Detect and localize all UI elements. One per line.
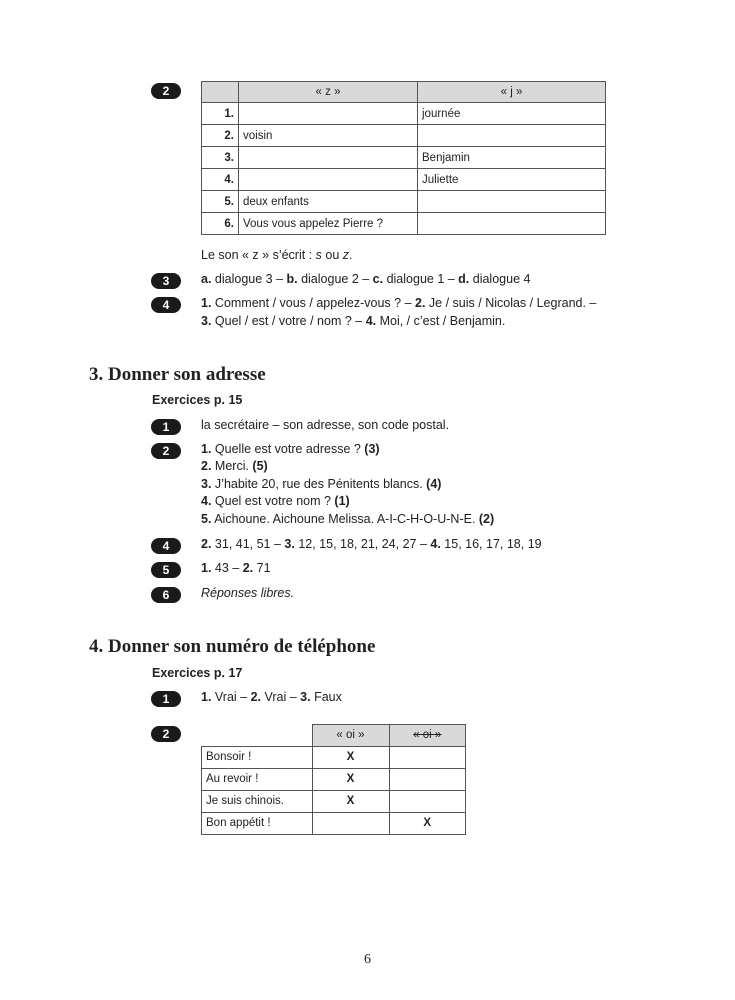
item-number: 4. [430,537,441,551]
exercise-badge-2: 2 [151,726,181,742]
item-text: Merci. [211,459,253,473]
cell-z: deux enfants [239,191,418,213]
item-text: Comment / vous / appelez-vous ? – [211,296,416,310]
item-number: 2. [201,537,212,551]
item-text: Réponses libres. [201,586,295,600]
cell-j: Juliette [418,169,606,191]
item-number: 2. [242,561,254,575]
exercise-badge-6: 6 [151,587,181,603]
item-text: 31, 41, 51 – [211,537,285,551]
item-number: 4. [201,494,212,508]
item-number: 2. [201,459,212,473]
cell-not-oi [389,768,466,790]
cell-z: Vous vous appelez Pierre ? [239,213,418,235]
cell-z [239,169,418,191]
item-number: 1. [201,442,212,456]
table-row [202,147,606,169]
table-row [202,191,606,213]
item-text: Vrai – [261,690,301,704]
item-number: 4. [365,314,377,328]
item-number: 1. [201,296,212,310]
item-number: 3. [300,690,311,704]
item-text: Quelle est votre adresse ? [211,442,365,456]
table-row [202,746,466,768]
item-text: 43 – [211,561,243,575]
table-row [202,768,466,790]
item-text: Quel / est / votre / nom ? – [211,314,366,328]
item-number: 5. [201,512,212,526]
cell-oi: X [312,768,389,790]
table-header-oi: « oi » [312,725,389,747]
row-number: 5. [202,191,239,213]
item-letter: a. [201,272,212,286]
item-text: Quel est votre nom ? [211,494,335,508]
item-text: dialogue 3 – [211,272,287,286]
cell-j [418,213,606,235]
dialogue-matching-answer [201,271,530,288]
cell-z [239,103,418,125]
table-header-j: « j » [418,82,606,103]
z-spelling-note [201,247,352,264]
table-header-z: « z » [239,82,418,103]
item-text: 12, 15, 18, 21, 24, 27 – [294,537,431,551]
exercise-badge-2: 2 [151,443,181,459]
section-3-ex4-answer [201,536,542,553]
cell-oi: X [312,790,389,812]
cell-j: journée [418,103,606,125]
cell-not-oi [389,790,466,812]
exercise-badge-3: 3 [151,273,181,289]
row-number: 4. [202,169,239,191]
item-text: Vrai – [211,690,251,704]
word-order-answer-line-2 [201,313,505,330]
item-number: 2. [250,690,262,704]
row-number: 6. [202,213,239,235]
section-3-exercises-heading: Exercices p. 15 [152,393,243,407]
note-end: . [349,248,353,262]
item-text: dialogue 4 [469,272,531,286]
section-3-ex1-answer: la secrétaire – son adresse, son code postal. [201,418,450,432]
item-answer: (3) [364,442,380,456]
item-answer: (4) [426,477,442,491]
list-item [201,493,350,510]
table-row [202,125,606,147]
item-text: dialogue 1 – [383,272,459,286]
row-label: Au revoir ! [202,768,313,790]
item-answer: (1) [334,494,350,508]
item-text: J’habite 20, rue des Pénitents blancs. [211,477,427,491]
row-label: Bonsoir ! [202,746,313,768]
table-row [202,812,466,834]
cell-z [239,147,418,169]
item-number: 3. [201,477,212,491]
row-number: 1. [202,103,239,125]
list-item [201,458,268,475]
table-row [202,790,466,812]
item-letter: c. [372,272,384,286]
note-s: s [315,248,322,262]
item-text: dialogue 2 – [297,272,373,286]
item-text: Je / suis / Nicolas / Legrand. – [425,296,597,310]
table-header-blank [202,82,239,103]
exercise-badge-1: 1 [151,419,181,435]
item-answer: (2) [478,512,495,526]
section-3-ex6-answer [201,585,294,602]
word-order-answer-line-1 [201,295,596,312]
page-number: 6 [364,952,371,967]
list-item [201,476,441,493]
item-letter: b. [286,272,298,286]
item-number: 3. [201,314,212,328]
note-prefix: Le son « z » s’écrit : [201,248,316,262]
item-text: Moi, / c’est / Benjamin. [376,314,506,328]
table-row [202,169,606,191]
z-j-sound-table [201,81,606,235]
section-3-ex5-answer [201,560,271,577]
note-z: z [342,248,349,262]
table-row [202,213,606,235]
item-letter: d. [458,272,470,286]
note-ou: ou [321,248,343,262]
item-text: Aichoune. Aichoune Melissa. A-I-C-H-O-U-N-E. [211,512,479,526]
table-header-blank [202,725,313,747]
exercise-badge-5: 5 [151,562,181,578]
table-header-not-oi: « oi » [389,725,466,747]
cell-oi [312,812,389,834]
exercise-badge-4: 4 [151,297,181,313]
section-3-title: 3. Donner son adresse [89,364,266,385]
cell-not-oi: X [389,812,466,834]
item-answer: (5) [252,459,268,473]
item-number: 2. [415,296,426,310]
exercise-badge-1: 1 [151,691,181,707]
item-text: Faux [310,690,342,704]
item-number: 3. [284,537,295,551]
list-item [201,511,494,528]
table-row [202,103,606,125]
cell-j: Benjamin [418,147,606,169]
exercise-badge-4: 4 [151,538,181,554]
item-number: 1. [201,690,212,704]
cell-j [418,191,606,213]
row-number: 3. [202,147,239,169]
item-number: 1. [201,561,212,575]
list-item [201,441,380,458]
cell-j [418,125,606,147]
row-number: 2. [202,125,239,147]
cell-z: voisin [239,125,418,147]
item-text: 71 [253,561,271,575]
section-4-exercises-heading: Exercices p. 17 [152,666,243,680]
section-4-ex1-answer [201,689,342,706]
section-4-title: 4. Donner son numéro de téléphone [89,636,376,657]
item-text: 15, 16, 17, 18, 19 [440,537,542,551]
exercise-badge-2: 2 [151,83,181,99]
cell-oi: X [312,746,389,768]
row-label: Je suis chinois. [202,790,313,812]
oi-sound-table [201,724,466,835]
cell-not-oi [389,746,466,768]
row-label: Bon appétit ! [202,812,313,834]
